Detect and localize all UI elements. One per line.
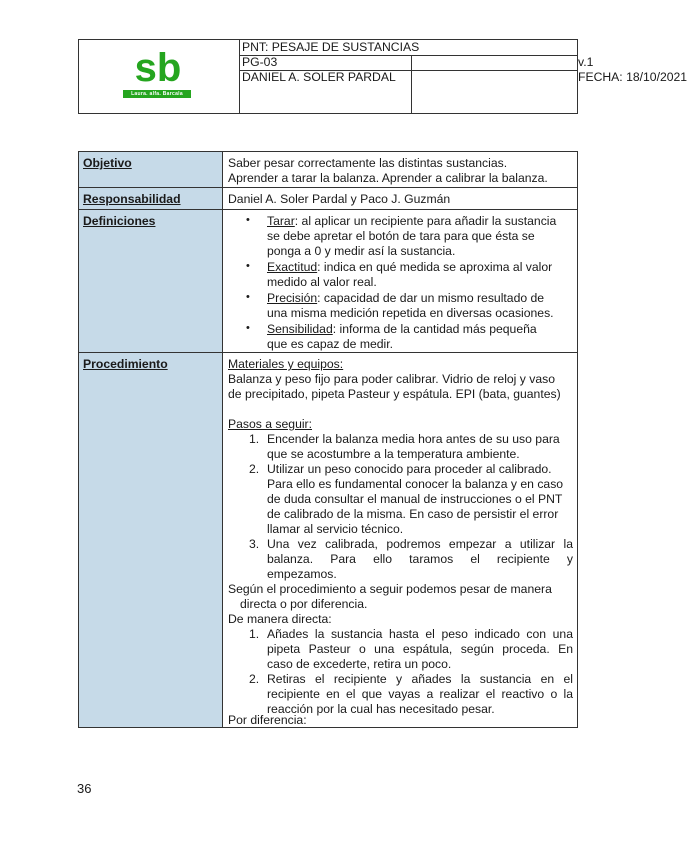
label-column: [79, 152, 223, 727]
definition-line: que es capaz de medir.: [267, 337, 394, 351]
step-line: Para ello es fundamental conocer la balanza y en caso: [267, 477, 564, 491]
step-line: Añades la sustancia hasta el peso indicado con una: [267, 627, 573, 641]
definiciones-label: Definiciones: [83, 214, 156, 228]
definition-term: Tarar: [267, 214, 295, 228]
step-line: caso de excederte, retira un poco.: [267, 657, 452, 671]
header-row-code: [239, 55, 594, 71]
row-divider: [79, 209, 577, 210]
materiales-line: Balanza y peso fijo para poder calibrar. Vidrio de reloj y vaso: [228, 372, 555, 386]
objetivo-label: Objetivo: [83, 156, 132, 170]
step-line: pipeta Pasteur o una espátula, según proceda. En: [267, 642, 573, 656]
logo-subtext: Laura. alfa. Barcala: [123, 90, 191, 98]
row-divider: [79, 352, 577, 353]
logo-cell: [79, 40, 240, 113]
company-logo: [123, 46, 193, 90]
page-number: 36: [77, 781, 92, 796]
logo-text: sb: [134, 46, 182, 90]
definition-line: medido al valor real.: [267, 275, 377, 289]
step-number: 3.: [249, 537, 260, 551]
step-number: 1.: [249, 627, 260, 641]
definition-term: Sensibilidad: [267, 322, 333, 336]
step-number: 1.: [249, 432, 260, 446]
step-number: 2.: [249, 672, 260, 686]
step-line: reacción por la cual has necesitado pesar.: [267, 702, 495, 716]
bullet-icon: •: [246, 322, 250, 334]
step-line: Utilizar un peso conocido para proceder al calibrado.: [267, 462, 552, 476]
step-line: Una vez calibrada, podremos empezar a utilizar la: [267, 537, 573, 551]
step-line: que se acostumbre a la temperatura ambiente.: [267, 447, 520, 461]
document-version: v.1: [578, 55, 594, 69]
document-date: FECHA: 18/10/2021: [578, 70, 687, 84]
row-divider: [79, 187, 577, 188]
step-line: Retiras el recipiente y añades la sustancia en el: [267, 672, 573, 686]
bullet-icon: •: [246, 260, 250, 272]
pasos-heading: Pasos a seguir:: [228, 417, 313, 431]
bullet-icon: •: [246, 214, 250, 226]
procedimiento-label: Procedimiento: [83, 357, 168, 371]
bullet-icon: •: [246, 291, 250, 303]
header-column-divider: [411, 55, 412, 113]
definition-line: ponga a 0 y medir así la sustancia.: [267, 244, 456, 258]
definition-item: Tarar: al aplicar un recipiente para añadir la sustancia: [267, 214, 557, 228]
step-line: de duda consultar el manual de instrucciones o el PNT: [267, 492, 563, 506]
document-code: PG-03: [242, 55, 278, 69]
procedure-table: [78, 151, 578, 728]
definition-line: se debe apretar el botón de tara para que ésta se: [267, 229, 535, 243]
responsabilidad-text: Daniel A. Soler Pardal y Paco J. Guzmán: [228, 192, 451, 206]
responsabilidad-label: Responsabilidad: [83, 192, 181, 206]
definition-item: Exactitud: indica en qué medida se aproxima al valor: [267, 260, 553, 274]
objetivo-line: Aprender a tarar la balanza. Aprender a calibrar la balanza.: [228, 171, 548, 185]
diferencia-heading: Por diferencia:: [228, 713, 307, 727]
segun-line: Según el procedimiento a seguir podemos pesar de manera: [228, 582, 552, 596]
definition-item: Sensibilidad: informa de la cantidad más pequeña: [267, 322, 537, 336]
definition-term: Exactitud: [267, 260, 318, 274]
materiales-line: de precipitado, pipeta Pasteur y espátula. EPI (bata, guantes): [228, 387, 561, 401]
document-header: [78, 39, 687, 114]
objetivo-line: Saber pesar correctamente las distintas sustancias.: [228, 156, 508, 170]
materiales-heading: Materiales y equipos:: [228, 357, 344, 371]
directa-heading: De manera directa:: [228, 612, 332, 626]
definition-line: una misma medición repetida en diversas ocasiones.: [267, 306, 554, 320]
step-number: 2.: [249, 462, 260, 476]
step-line: llamar al servicio técnico.: [267, 522, 404, 536]
definition-item: Precisión: capacidad de dar un mismo resultado de: [267, 291, 545, 305]
step-line: empezamos.: [267, 567, 337, 581]
document-author: DANIEL A. SOLER PARDAL: [242, 70, 396, 84]
step-line: balanza. Para ello taramos el recipiente y: [267, 552, 573, 566]
step-line: de calibrado de la misma. En caso de persistir el error: [267, 507, 559, 521]
header-row-author: [239, 70, 687, 85]
segun-line: directa o por diferencia.: [240, 597, 368, 611]
step-line: Encender la balanza media hora antes de su uso para: [267, 432, 560, 446]
definition-term: Precisión: [267, 291, 318, 305]
step-line: recipiente en el que vayas a realizar el reactivo o la: [267, 687, 573, 701]
document-title: PNT: PESAJE DE SUSTANCIAS: [242, 40, 420, 54]
header-row-title: [239, 40, 577, 56]
